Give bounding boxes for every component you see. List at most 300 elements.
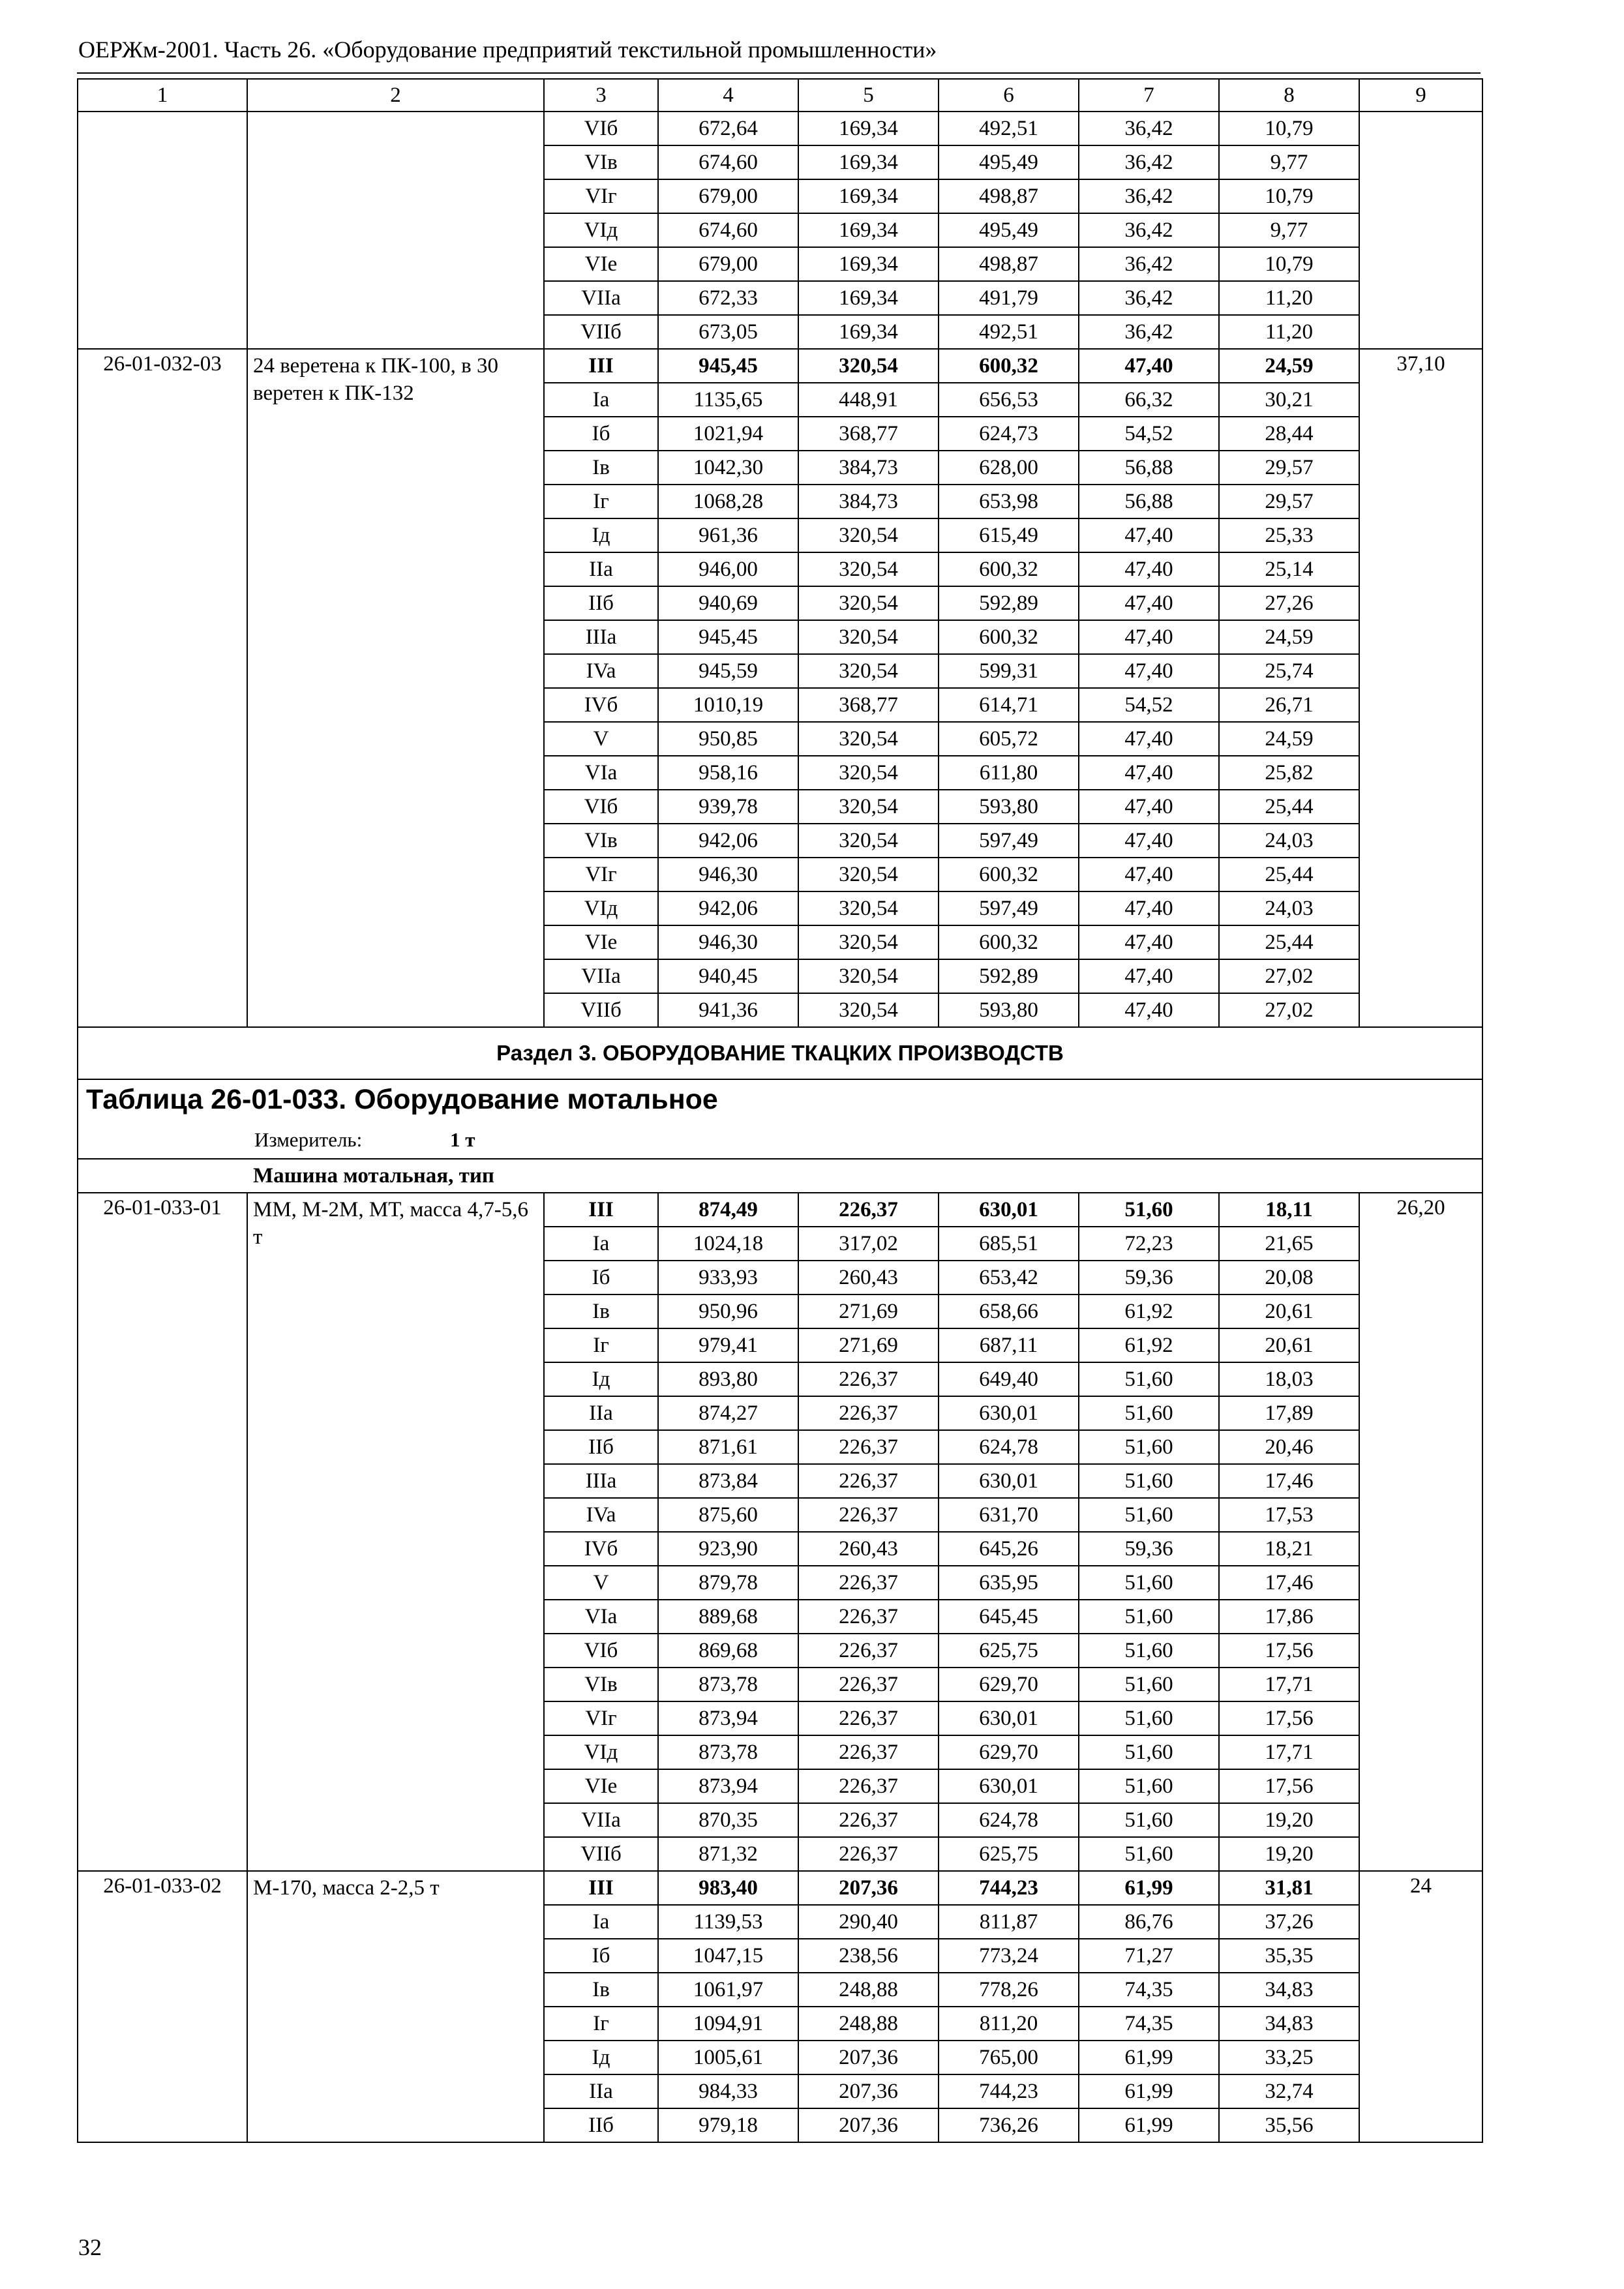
- value-cell: 615,49: [939, 518, 1079, 552]
- value-cell: 320,54: [798, 824, 939, 858]
- value-cell: 51,60: [1079, 1566, 1219, 1600]
- value-cell: 226,37: [798, 1464, 939, 1498]
- zone-code-cell: VIб: [544, 1634, 658, 1668]
- value-cell: 24,03: [1219, 891, 1359, 925]
- section-title-row: [78, 1027, 1482, 1079]
- value-cell: 226,37: [798, 1837, 939, 1871]
- zone-code-cell: IVб: [544, 1532, 658, 1566]
- value-cell: 34,83: [1219, 1973, 1359, 2007]
- value-cell: 498,87: [939, 179, 1079, 213]
- value-cell: 61,99: [1079, 2041, 1219, 2074]
- value-cell: 61,99: [1079, 1871, 1219, 1905]
- value-cell: 11,20: [1219, 281, 1359, 315]
- value-cell: 320,54: [798, 586, 939, 620]
- value-cell: 498,87: [939, 247, 1079, 281]
- value-cell: 61,99: [1079, 2074, 1219, 2108]
- document-header: ОЕРЖм-2001. Часть 26. «Оборудование предприятий текстильной промышленности»: [78, 37, 937, 63]
- value-cell: 37,26: [1219, 1905, 1359, 1939]
- value-cell: 51,60: [1079, 1193, 1219, 1227]
- value-cell: 624,73: [939, 417, 1079, 451]
- zone-code-cell: Ia: [544, 383, 658, 417]
- zone-code-cell: V: [544, 722, 658, 756]
- value-cell: 873,94: [658, 1769, 798, 1803]
- value-cell: 226,37: [798, 1396, 939, 1430]
- value-cell: 871,32: [658, 1837, 798, 1871]
- value-cell: 36,42: [1079, 247, 1219, 281]
- header-rule: [77, 72, 1481, 74]
- unit-label: Измеритель:: [254, 1128, 363, 1151]
- value-cell: 51,60: [1079, 1634, 1219, 1668]
- value-cell: 879,78: [658, 1566, 798, 1600]
- zone-code-cell: IIa: [544, 552, 658, 586]
- value-cell: 86,76: [1079, 1905, 1219, 1939]
- value-cell: 649,40: [939, 1362, 1079, 1396]
- value-cell: 30,21: [1219, 383, 1359, 417]
- value-cell: 778,26: [939, 1973, 1079, 2007]
- value-cell: 811,20: [939, 2007, 1079, 2041]
- value-cell: 874,49: [658, 1193, 798, 1227]
- value-cell: 599,31: [939, 654, 1079, 688]
- value-cell: 320,54: [798, 756, 939, 790]
- zone-code-cell: Iг: [544, 2007, 658, 2041]
- value-cell: 873,78: [658, 1668, 798, 1701]
- value-cell: 290,40: [798, 1905, 939, 1939]
- value-cell: 29,57: [1219, 485, 1359, 518]
- value-cell: 51,60: [1079, 1464, 1219, 1498]
- value-cell: 20,61: [1219, 1294, 1359, 1328]
- value-cell: 10,79: [1219, 112, 1359, 145]
- value-cell: 645,45: [939, 1600, 1079, 1634]
- zone-code-cell: Ia: [544, 1227, 658, 1261]
- value-cell: 630,01: [939, 1193, 1079, 1227]
- value-cell: 56,88: [1079, 451, 1219, 485]
- value-cell: 226,37: [798, 1735, 939, 1769]
- value-cell: 744,23: [939, 2074, 1079, 2108]
- value-cell: 169,34: [798, 112, 939, 145]
- value-cell: 31,81: [1219, 1871, 1359, 1905]
- zone-code-cell: VIд: [544, 213, 658, 247]
- value-cell: 169,34: [798, 145, 939, 179]
- value-cell: 226,37: [798, 1803, 939, 1837]
- zone-code-cell: VIIa: [544, 959, 658, 993]
- item-name: ММ, М-2М, МТ, масса 4,7-5,6 т: [247, 1193, 544, 1871]
- value-cell: 24,59: [1219, 349, 1359, 383]
- value-cell: 32,74: [1219, 2074, 1359, 2108]
- value-cell: 320,54: [798, 552, 939, 586]
- value-cell: 17,56: [1219, 1769, 1359, 1803]
- value-cell: 984,33: [658, 2074, 798, 2108]
- zone-code-cell: IIб: [544, 586, 658, 620]
- value-cell: 24,59: [1219, 620, 1359, 654]
- value-cell: 946,00: [658, 552, 798, 586]
- value-cell: 226,37: [798, 1498, 939, 1532]
- value-cell: 51,60: [1079, 1430, 1219, 1464]
- zone-code-cell: Iг: [544, 1328, 658, 1362]
- value-cell: 448,91: [798, 383, 939, 417]
- value-cell: 11,20: [1219, 315, 1359, 349]
- value-cell: 51,60: [1079, 1498, 1219, 1532]
- value-cell: 630,01: [939, 1464, 1079, 1498]
- zone-code-cell: VIд: [544, 1735, 658, 1769]
- value-cell: 320,54: [798, 925, 939, 959]
- value-cell: 673,05: [658, 315, 798, 349]
- column-number-cell: 5: [798, 79, 939, 112]
- value-cell: 51,60: [1079, 1396, 1219, 1430]
- item-name: М-170, масса 2-2,5 т: [247, 1871, 544, 2142]
- value-cell: 10,79: [1219, 179, 1359, 213]
- value-cell: 51,60: [1079, 1362, 1219, 1396]
- value-cell: 600,32: [939, 552, 1079, 586]
- zone-code-cell: VIa: [544, 1600, 658, 1634]
- zone-code-cell: III: [544, 1871, 658, 1905]
- column-number-cell: 2: [247, 79, 544, 112]
- value-cell: 35,56: [1219, 2108, 1359, 2142]
- value-cell: 320,54: [798, 349, 939, 383]
- value-cell: 597,49: [939, 891, 1079, 925]
- value-cell: 630,01: [939, 1769, 1079, 1803]
- value-cell: 47,40: [1079, 518, 1219, 552]
- value-cell: 17,56: [1219, 1634, 1359, 1668]
- item-26-01-033-02-row: [78, 1871, 1482, 1905]
- value-cell: 679,00: [658, 247, 798, 281]
- value-cell: 1047,15: [658, 1939, 798, 1973]
- unit-value: 1 т: [450, 1128, 475, 1151]
- value-cell: 979,18: [658, 2108, 798, 2142]
- value-cell: 19,20: [1219, 1837, 1359, 1871]
- value-cell: 605,72: [939, 722, 1079, 756]
- value-cell: 869,68: [658, 1634, 798, 1668]
- zone-code-cell: IVб: [544, 688, 658, 722]
- value-cell: 889,68: [658, 1600, 798, 1634]
- value-cell: 320,54: [798, 654, 939, 688]
- column-number-row: [78, 79, 1482, 112]
- value-cell: 320,54: [798, 620, 939, 654]
- value-cell: 36,42: [1079, 112, 1219, 145]
- value-cell: 736,26: [939, 2108, 1079, 2142]
- zone-code-cell: V: [544, 1566, 658, 1600]
- value-cell: 226,37: [798, 1193, 939, 1227]
- value-cell: 207,36: [798, 2074, 939, 2108]
- value-cell: 495,49: [939, 145, 1079, 179]
- value-cell: 653,98: [939, 485, 1079, 518]
- subheading: Машина мотальная, тип: [78, 1159, 1482, 1193]
- value-cell: 36,42: [1079, 213, 1219, 247]
- value-cell: 207,36: [798, 2108, 939, 2142]
- value-cell: 958,16: [658, 756, 798, 790]
- value-cell: 25,33: [1219, 518, 1359, 552]
- value-cell: 238,56: [798, 1939, 939, 1973]
- zone-code-cell: VIв: [544, 1668, 658, 1701]
- zone-code-cell: IIб: [544, 1430, 658, 1464]
- value-cell: 33,25: [1219, 2041, 1359, 2074]
- item-name: 24 веретена к ПК-100, в 30 веретен к ПК-132: [247, 349, 544, 1027]
- value-cell: 1094,91: [658, 2007, 798, 2041]
- value-cell: 9,77: [1219, 145, 1359, 179]
- value-cell: 492,51: [939, 112, 1079, 145]
- value-cell: 71,27: [1079, 1939, 1219, 1973]
- value-cell: 320,54: [798, 959, 939, 993]
- value-cell: 51,60: [1079, 1803, 1219, 1837]
- zone-code-cell: Iв: [544, 1294, 658, 1328]
- value-cell: 248,88: [798, 2007, 939, 2041]
- value-cell: 36,42: [1079, 145, 1219, 179]
- value-cell: 592,89: [939, 959, 1079, 993]
- value-cell: 1005,61: [658, 2041, 798, 2074]
- value-cell: 950,85: [658, 722, 798, 756]
- value-cell: 51,60: [1079, 1600, 1219, 1634]
- value-cell: 207,36: [798, 2041, 939, 2074]
- value-cell: 384,73: [798, 451, 939, 485]
- value-cell: 923,90: [658, 1532, 798, 1566]
- value-cell: 320,54: [798, 891, 939, 925]
- value-cell: 1042,30: [658, 451, 798, 485]
- value-cell: 368,77: [798, 417, 939, 451]
- zone-code-cell: IIб: [544, 2108, 658, 2142]
- value-cell: 226,37: [798, 1769, 939, 1803]
- value-cell: 600,32: [939, 858, 1079, 891]
- value-cell: 169,34: [798, 247, 939, 281]
- value-cell: 56,88: [1079, 485, 1219, 518]
- value-cell: 47,40: [1079, 993, 1219, 1027]
- zone-code-cell: VIe: [544, 247, 658, 281]
- zone-code-cell: VIe: [544, 925, 658, 959]
- value-cell: 271,69: [798, 1328, 939, 1362]
- value-cell: 17,89: [1219, 1396, 1359, 1430]
- value-cell: 933,93: [658, 1261, 798, 1294]
- value-cell: 628,00: [939, 451, 1079, 485]
- value-cell: 653,42: [939, 1261, 1079, 1294]
- value-cell: 600,32: [939, 925, 1079, 959]
- value-cell: 17,46: [1219, 1566, 1359, 1600]
- zone-code-cell: IVa: [544, 654, 658, 688]
- item-26-01-033-01-row: [78, 1193, 1482, 1227]
- value-cell: 941,36: [658, 993, 798, 1027]
- value-cell: 19,20: [1219, 1803, 1359, 1837]
- value-cell: 624,78: [939, 1430, 1079, 1464]
- item-code: [78, 112, 247, 349]
- value-cell: 169,34: [798, 281, 939, 315]
- value-cell: 874,27: [658, 1396, 798, 1430]
- value-cell: 226,37: [798, 1430, 939, 1464]
- zone-code-cell: VIв: [544, 824, 658, 858]
- value-cell: 36,42: [1079, 281, 1219, 315]
- value-cell: 630,01: [939, 1701, 1079, 1735]
- value-cell: 873,78: [658, 1735, 798, 1769]
- value-cell: 226,37: [798, 1634, 939, 1668]
- item-name: [247, 112, 544, 349]
- value-cell: 47,40: [1079, 654, 1219, 688]
- value-cell: 59,36: [1079, 1532, 1219, 1566]
- value-cell: 9,77: [1219, 213, 1359, 247]
- price-table: [77, 78, 1483, 2143]
- value-cell: 625,75: [939, 1837, 1079, 1871]
- value-cell: 27,26: [1219, 586, 1359, 620]
- zone-code-cell: Iд: [544, 518, 658, 552]
- value-cell: 679,00: [658, 179, 798, 213]
- page-number: 32: [78, 2234, 102, 2260]
- item-col9: 37,10: [1359, 349, 1482, 1027]
- value-cell: 1068,28: [658, 485, 798, 518]
- value-cell: 17,71: [1219, 1735, 1359, 1769]
- value-cell: 873,94: [658, 1701, 798, 1735]
- zone-code-cell: VIIб: [544, 315, 658, 349]
- value-cell: 495,49: [939, 213, 1079, 247]
- column-number-cell: 3: [544, 79, 658, 112]
- value-cell: 893,80: [658, 1362, 798, 1396]
- value-cell: 945,45: [658, 349, 798, 383]
- column-number-cell: 4: [658, 79, 798, 112]
- value-cell: 1139,53: [658, 1905, 798, 1939]
- value-cell: 945,45: [658, 620, 798, 654]
- zone-code-cell: IIIa: [544, 1464, 658, 1498]
- value-cell: 773,24: [939, 1939, 1079, 1973]
- zone-code-cell: Iг: [544, 485, 658, 518]
- value-cell: 320,54: [798, 518, 939, 552]
- value-cell: 600,32: [939, 620, 1079, 654]
- value-cell: 18,03: [1219, 1362, 1359, 1396]
- zone-code-cell: IIa: [544, 2074, 658, 2108]
- value-cell: 744,23: [939, 1871, 1079, 1905]
- zone-code-cell: Iб: [544, 1939, 658, 1973]
- value-cell: 630,01: [939, 1396, 1079, 1430]
- value-cell: 979,41: [658, 1328, 798, 1362]
- value-cell: 940,69: [658, 586, 798, 620]
- value-cell: 25,82: [1219, 756, 1359, 790]
- value-cell: 61,92: [1079, 1294, 1219, 1328]
- value-cell: 18,21: [1219, 1532, 1359, 1566]
- column-number-cell: 6: [939, 79, 1079, 112]
- zone-code-cell: VIa: [544, 756, 658, 790]
- value-cell: 66,32: [1079, 383, 1219, 417]
- zone-code-cell: VIв: [544, 145, 658, 179]
- value-cell: 20,08: [1219, 1261, 1359, 1294]
- table-title-row: [78, 1079, 1482, 1159]
- value-cell: 51,60: [1079, 1769, 1219, 1803]
- value-cell: 27,02: [1219, 993, 1359, 1027]
- value-cell: 226,37: [798, 1362, 939, 1396]
- value-cell: 870,35: [658, 1803, 798, 1837]
- item-col9: [1359, 112, 1482, 349]
- value-cell: 384,73: [798, 485, 939, 518]
- item-code: 26-01-032-03: [78, 349, 247, 1027]
- value-cell: 47,40: [1079, 756, 1219, 790]
- value-cell: 17,56: [1219, 1701, 1359, 1735]
- column-number-cell: 9: [1359, 79, 1482, 112]
- zone-code-cell: Iв: [544, 451, 658, 485]
- value-cell: 226,37: [798, 1566, 939, 1600]
- value-cell: 36,42: [1079, 315, 1219, 349]
- value-cell: 28,44: [1219, 417, 1359, 451]
- value-cell: 611,80: [939, 756, 1079, 790]
- zone-code-cell: VIг: [544, 1701, 658, 1735]
- value-cell: 59,36: [1079, 1261, 1219, 1294]
- continued-block-row: [78, 112, 1482, 145]
- value-cell: 629,70: [939, 1668, 1079, 1701]
- value-cell: 687,11: [939, 1328, 1079, 1362]
- value-cell: 942,06: [658, 891, 798, 925]
- value-cell: 983,40: [658, 1871, 798, 1905]
- value-cell: 873,84: [658, 1464, 798, 1498]
- value-cell: 169,34: [798, 315, 939, 349]
- value-cell: 27,02: [1219, 959, 1359, 993]
- zone-code-cell: VIг: [544, 858, 658, 891]
- value-cell: 645,26: [939, 1532, 1079, 1566]
- column-number-cell: 1: [78, 79, 247, 112]
- value-cell: 614,71: [939, 688, 1079, 722]
- value-cell: 631,70: [939, 1498, 1079, 1532]
- value-cell: 226,37: [798, 1668, 939, 1701]
- value-cell: 320,54: [798, 858, 939, 891]
- zone-code-cell: III: [544, 349, 658, 383]
- value-cell: 260,43: [798, 1532, 939, 1566]
- zone-code-cell: VIIб: [544, 993, 658, 1027]
- zone-code-cell: Iд: [544, 1362, 658, 1396]
- zone-code-cell: VIIa: [544, 281, 658, 315]
- item-code: 26-01-033-02: [78, 1871, 247, 2142]
- value-cell: 320,54: [798, 722, 939, 756]
- value-cell: 10,79: [1219, 247, 1359, 281]
- value-cell: 20,46: [1219, 1430, 1359, 1464]
- value-cell: 21,65: [1219, 1227, 1359, 1261]
- value-cell: 629,70: [939, 1735, 1079, 1769]
- value-cell: 17,46: [1219, 1464, 1359, 1498]
- value-cell: 674,60: [658, 213, 798, 247]
- value-cell: 946,30: [658, 925, 798, 959]
- value-cell: 597,49: [939, 824, 1079, 858]
- value-cell: 47,40: [1079, 586, 1219, 620]
- value-cell: 248,88: [798, 1973, 939, 2007]
- zone-code-cell: III: [544, 1193, 658, 1227]
- value-cell: 25,74: [1219, 654, 1359, 688]
- value-cell: 25,44: [1219, 790, 1359, 824]
- value-cell: 811,87: [939, 1905, 1079, 1939]
- value-cell: 674,60: [658, 145, 798, 179]
- value-cell: 29,57: [1219, 451, 1359, 485]
- value-cell: 672,64: [658, 112, 798, 145]
- value-cell: 169,34: [798, 213, 939, 247]
- item-26-01-032-03-row: [78, 349, 1482, 383]
- value-cell: 593,80: [939, 790, 1079, 824]
- table-body: [78, 79, 1482, 2142]
- value-cell: 1061,97: [658, 1973, 798, 2007]
- value-cell: 226,37: [798, 1600, 939, 1634]
- value-cell: 35,35: [1219, 1939, 1359, 1973]
- value-cell: 47,40: [1079, 858, 1219, 891]
- value-cell: 875,60: [658, 1498, 798, 1532]
- value-cell: 940,45: [658, 959, 798, 993]
- value-cell: 72,23: [1079, 1227, 1219, 1261]
- value-cell: 656,53: [939, 383, 1079, 417]
- zone-code-cell: IIa: [544, 1396, 658, 1430]
- value-cell: 658,66: [939, 1294, 1079, 1328]
- value-cell: 320,54: [798, 790, 939, 824]
- value-cell: 169,34: [798, 179, 939, 213]
- value-cell: 18,11: [1219, 1193, 1359, 1227]
- value-cell: 635,95: [939, 1566, 1079, 1600]
- zone-code-cell: VIIa: [544, 1803, 658, 1837]
- value-cell: 207,36: [798, 1871, 939, 1905]
- zone-code-cell: Iб: [544, 1261, 658, 1294]
- value-cell: 961,36: [658, 518, 798, 552]
- value-cell: 368,77: [798, 688, 939, 722]
- zone-code-cell: Iб: [544, 417, 658, 451]
- value-cell: 61,99: [1079, 2108, 1219, 2142]
- value-cell: 317,02: [798, 1227, 939, 1261]
- item-col9: 26,20: [1359, 1193, 1482, 1871]
- section-title: Раздел 3. ОБОРУДОВАНИЕ ТКАЦКИХ ПРОИЗВОДСТВ: [78, 1027, 1482, 1079]
- zone-code-cell: IIIa: [544, 620, 658, 654]
- value-cell: 871,61: [658, 1430, 798, 1464]
